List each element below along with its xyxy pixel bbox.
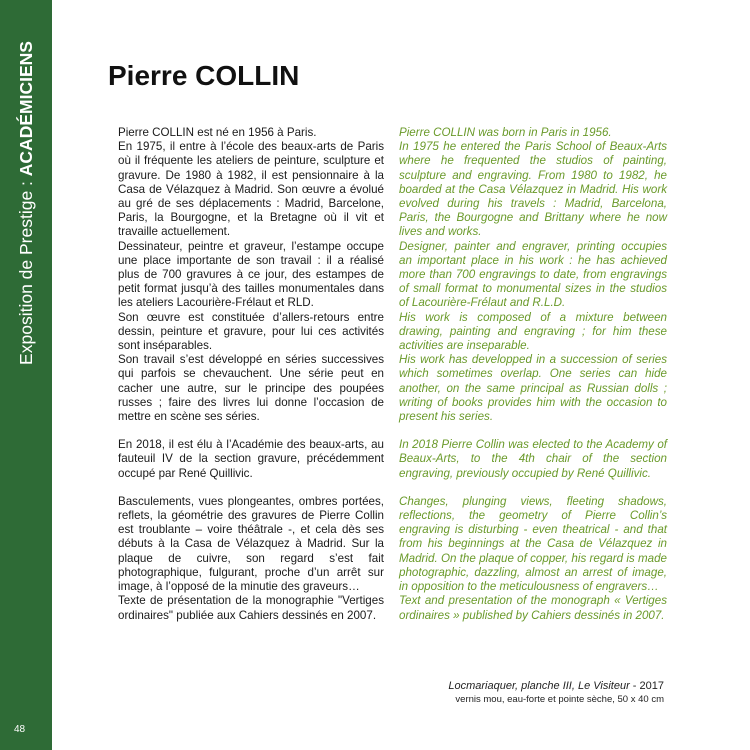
english-paragraph: Text and presentation of the monograph « Vertiges ordinaires » published by Cahiers dessinés in 2007.: [399, 594, 667, 622]
paragraph-gap: [399, 424, 667, 438]
caption-year: - 2017: [629, 680, 664, 692]
caption-title-line: [448, 680, 664, 692]
english-text-column: [399, 126, 667, 623]
paragraph-gap: [118, 481, 384, 495]
english-paragraph: His work is composed of a mixture between drawing, painting and engraving ; for him these activities are inseparable.: [399, 310, 667, 353]
french-paragraph: Basculements, vues plongeantes, ombres portées, reflets, la géométrie des gravures de Pierre Collin est troublante – voire théâtrale -, et cela dès ses débuts à la Casa de Vélazquez à Madrid. Sur la plaque de cuivre, son regard s’est fait photographique, fulgurant, proche d’un arrêt sur image, à l’opposé de la minutie des graveurs…: [118, 494, 384, 594]
french-paragraph: En 2018, il est élu à l’Académie des beaux-arts, au fauteuil IV de la section gravure, précédemment occupé par René Quillivic.: [118, 438, 384, 480]
caption-title: Locmariaquer, planche III, Le Visiteur: [448, 680, 630, 692]
french-paragraph: En 1975, il entre à l’école des beaux-arts de Paris où il fréquente les ateliers de peinture, sculpture et gravure. De 1980 à 1982, il est pensionnaire à la Casa de Vélazquez à Madrid. Son œuvre a évolué au gré de ses déplacements : Madrid, Barcelone, Paris, la Bourgogne, et la Bretagne où il vit et travaille actuellement.: [118, 140, 384, 239]
english-paragraph: His work has developped in a succession of series which sometimes overlap. One series can hide another, on the same principal as Russian dolls ; writing of books provides him with the occasion to present his series.: [399, 353, 667, 424]
page-title: Pierre COLLIN: [108, 60, 300, 91]
english-paragraph: Pierre COLLIN was born in Paris in 1956.: [399, 126, 612, 139]
english-paragraph: Changes, plunging views, fleeting shadows, reflections, the geometry of Pierre Collin’s engraving is disturbing - even theatrical - and that from his beginnings at the Casa de Vélazquez in Madrid. On the plaque of copper, his regard is made photographic, dazzling, almost an arrest of image, in opposition to the meticulousness of engravers…: [399, 494, 667, 594]
paragraph-gap: [118, 424, 384, 438]
french-paragraph: Pierre COLLIN est né en 1956 à Paris.: [118, 126, 317, 139]
page-number: 48: [14, 724, 26, 735]
sidebar-label-prefix: Exposition de Prestige :: [16, 176, 36, 365]
sidebar-label: [14, 18, 38, 388]
french-paragraph: Son travail s’est développé en séries successives qui parfois se chevauchent. Une série peut en cacher une autre, sur le principe des poupées russes ; faire des livres lui donne l’occasion de mettre en scène ses séries.: [118, 353, 384, 424]
english-paragraph: In 2018 Pierre Collin was elected to the Academy of Beaux-Arts, to the 4th chair of the section engraving, previously occupied by René Quillivic.: [399, 438, 667, 480]
french-paragraph: Dessinateur, peintre et graveur, l’estampe occupe une place importante de son travail : il a réalisé plus de 700 gravures à ce jour, des estampes de petit format jusqu’à des tailles monumentales dans les ateliers Lacourière-Frélaut et RLD.: [118, 239, 384, 310]
english-paragraph: Designer, painter and engraver, printing occupies an important place in his work : he has achieved more than 700 engravings to date, from engravings of small format to monumental sizes in the studios of Lacourière-Frélaut and R.L.D.: [399, 239, 667, 310]
paragraph-gap: [399, 481, 667, 495]
french-text-column: [118, 126, 384, 623]
caption-details: vernis mou, eau-forte et pointe sèche, 50 x 40 cm: [455, 694, 664, 705]
sidebar-label-strong: ACADÉMICIENS: [16, 41, 36, 177]
french-paragraph: Texte de présentation de la monographie "Vertiges ordinaires" publiée aux Cahiers dessinés en 2007.: [118, 594, 384, 622]
artwork-caption: [448, 680, 664, 705]
english-paragraph: In 1975 he entered the Paris School of Beaux-Arts where he frequented the studios of painting, sculpture and engraving. From 1980 to 1982, he boarded at the Casa Vélazquez in Madrid. His work evolved during his travels : Madrid, Barcelona, Paris, the Bourgogne and Brittany where he now lives and works.: [399, 140, 667, 239]
french-paragraph: Son œuvre est constituée d’allers-retours entre dessin, peinture et gravure, pour lui ces activités sont inséparables.: [118, 310, 384, 353]
sidebar: [0, 0, 52, 750]
